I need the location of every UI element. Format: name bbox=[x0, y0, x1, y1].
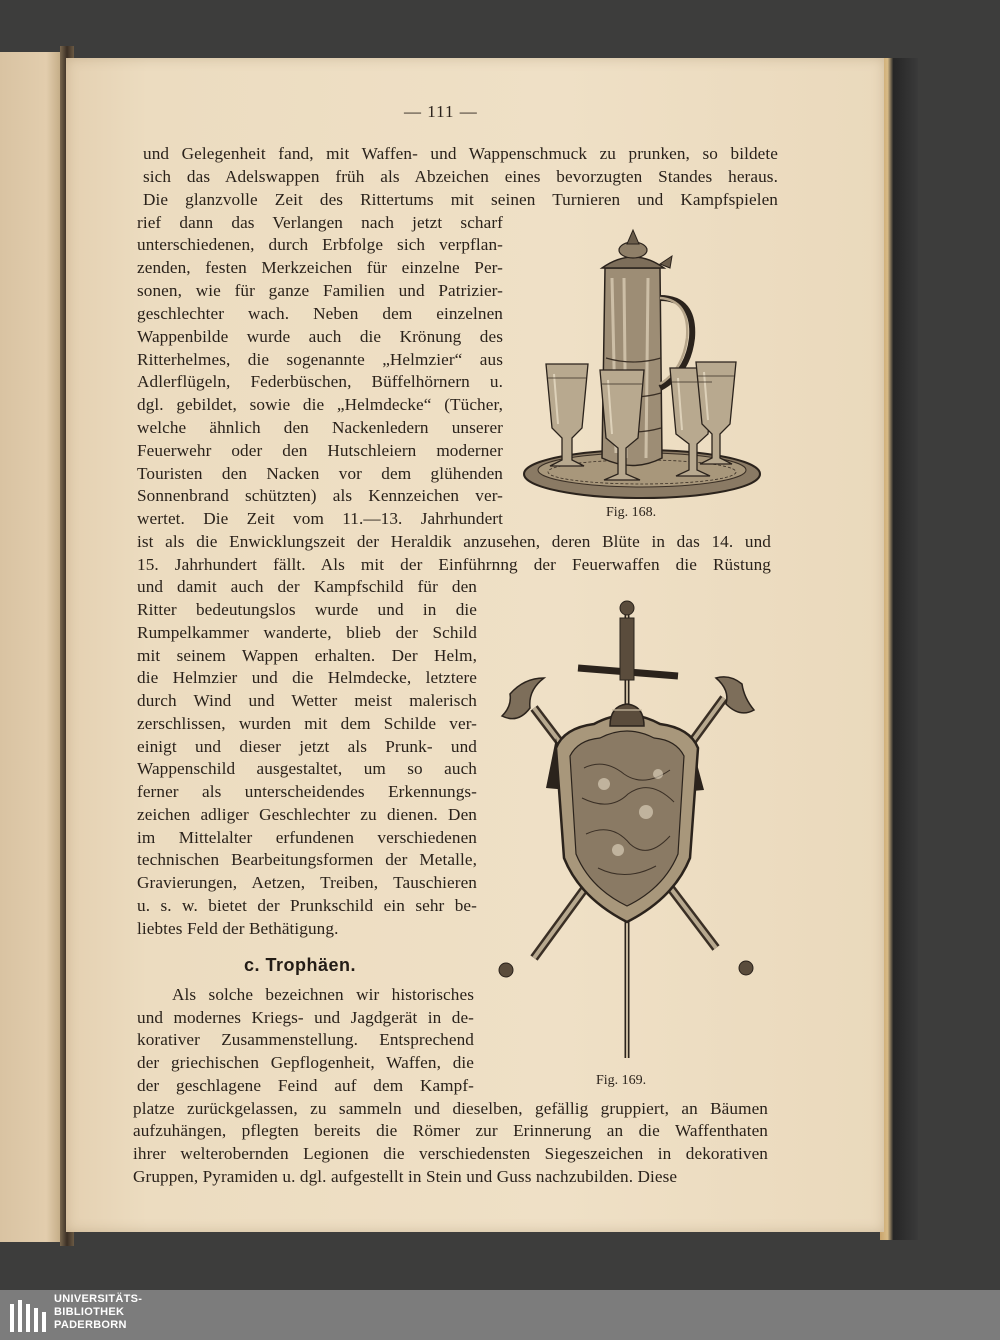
book-cover-edge bbox=[880, 58, 918, 1240]
section-heading: c. Trophäen. bbox=[244, 955, 357, 975]
figure-caption: Fig. 168. bbox=[606, 505, 657, 520]
text-line: sonen, wie für ganze Familien und Patrizier- bbox=[137, 281, 503, 300]
figure-caption: Fig. 169. bbox=[596, 1073, 647, 1088]
text-line: Touristen den Nacken vor dem glühenden bbox=[137, 464, 503, 483]
text-line: der geschlagene Feind auf dem Kampf- bbox=[137, 1076, 474, 1095]
text-line: Sonnenbrand schützten) als Kennzeichen ver- bbox=[137, 486, 503, 505]
text-line: liebtes Feld der Bethätigung. bbox=[137, 919, 339, 938]
text-line: dgl. gebildet, sowie die „Helmdecke“ (Tücher, bbox=[137, 395, 503, 414]
page-number: — 111 — bbox=[404, 102, 478, 121]
text-line: Gravierungen, Aetzen, Treiben, Tauschieren bbox=[137, 873, 477, 892]
text-line: und modernes Kriegs- und Jagdgerät in de- bbox=[137, 1008, 474, 1027]
library-logo-icon bbox=[8, 1296, 48, 1336]
text-line: zeichen adliger Geschlechter zu dienen. Den bbox=[137, 805, 477, 824]
text-line: mit seinem Wappen erhalten. Der Helm, bbox=[137, 646, 477, 665]
text-line: ist als die Enwicklungszeit der Heraldik anzusehen, deren Blüte in das 14. und bbox=[137, 532, 771, 551]
text-line: ihrer welterobernden Legionen die verschiedensten Siegeszeichen in dekorativen bbox=[133, 1144, 768, 1163]
text-line: Wappenschild ausgestaltet, um so auch bbox=[137, 759, 477, 778]
text-line: und Gelegenheit fand, mit Waffen- und Wappenschmuck zu prunken, so bildete bbox=[143, 144, 778, 163]
text-line: im Mittelalter erfundenen verschiedenen bbox=[137, 828, 477, 847]
text-line: Die glanzvolle Zeit des Rittertums mit seinen Turnieren und Kampfspielen bbox=[143, 190, 778, 209]
text-line: die Helmzier und die Helmdecke, letztere bbox=[137, 668, 477, 687]
library-footer bbox=[0, 1290, 1000, 1340]
text-line: rief dann das Verlangen nach jetzt scharf bbox=[137, 213, 503, 232]
text-line: Als solche bezeichnen wir historisches bbox=[172, 985, 474, 1004]
text-line: der griechischen Gepflogenheit, Waffen, die bbox=[137, 1053, 474, 1072]
text-line: einigt und dieser jetzt als Prunk- und bbox=[137, 737, 477, 756]
text-line: u. s. w. bietet der Prunkschild ein sehr be- bbox=[137, 896, 477, 915]
facing-page-edge bbox=[0, 52, 66, 1242]
text-line: Ritter bedeutungslos wurde und in die bbox=[137, 600, 477, 619]
library-name-line: UNIVERSITÄTS- bbox=[54, 1293, 143, 1305]
text-line: sich das Adelswappen früh als Abzeichen eines bevorzugten Standes heraus. bbox=[143, 167, 778, 186]
library-name-line: PADERBORN bbox=[54, 1319, 127, 1331]
text-line: technischen Bearbeitungsformen der Metalle, bbox=[137, 850, 477, 869]
text-line: zerschlissen, wurden mit dem Schilde ver- bbox=[137, 714, 477, 733]
text-line: und damit auch der Kampfschild für den bbox=[137, 577, 477, 596]
text-line: 15. Jahrhundert fällt. Als mit der Einführnng der Feuerwaffen die Rüstung bbox=[137, 555, 771, 574]
text-line: Feuerwehr oder den Hutschleiern moderner bbox=[137, 441, 503, 460]
text-line: Wappenbilde wurde auch die Krönung des bbox=[137, 327, 503, 346]
text-line: Adlerflügeln, Federbüschen, Büffelhörnern u. bbox=[137, 372, 503, 391]
text-line: Gruppen, Pyramiden u. dgl. aufgestellt in Stein und Guss nachzubilden. Diese bbox=[133, 1167, 678, 1186]
library-name-line: BIBLIOTHEK bbox=[54, 1306, 125, 1318]
text-line: Rumpelkammer wanderte, blieb der Schild bbox=[137, 623, 477, 642]
text-line: zenden, festen Merkzeichen für einzelne Per- bbox=[137, 258, 503, 277]
text-line: ferner als unterscheidendes Erkennungs- bbox=[137, 782, 477, 801]
text-line: platze zurückgelassen, zu sammeln und dieselben, gefällig gruppiert, an Bäumen bbox=[133, 1099, 768, 1118]
text-line: welche ähnlich den Nackenledern unserer bbox=[137, 418, 503, 437]
text-line: durch Wind und Wetter meist malerisch bbox=[137, 691, 477, 710]
text-line: geschlechter wach. Neben dem einzelnen bbox=[137, 304, 503, 323]
text-line: wertet. Die Zeit vom 11.—13. Jahrhundert bbox=[137, 509, 503, 528]
text-line: Ritterhelmes, die sogenannte „Helmzier“ aus bbox=[137, 350, 503, 369]
text-line: korativer Zusammenstellung. Entsprechend bbox=[137, 1030, 474, 1049]
text-line: unterschiedenen, durch Erbfolge sich verpflan- bbox=[137, 235, 503, 254]
tankard-and-glasses-illustration bbox=[520, 228, 766, 504]
text-line: aufzuhängen, pflegten bereits die Römer zur Erinnerung an die Waffenthaten bbox=[133, 1121, 768, 1140]
shield-trophy-illustration bbox=[494, 598, 764, 1060]
